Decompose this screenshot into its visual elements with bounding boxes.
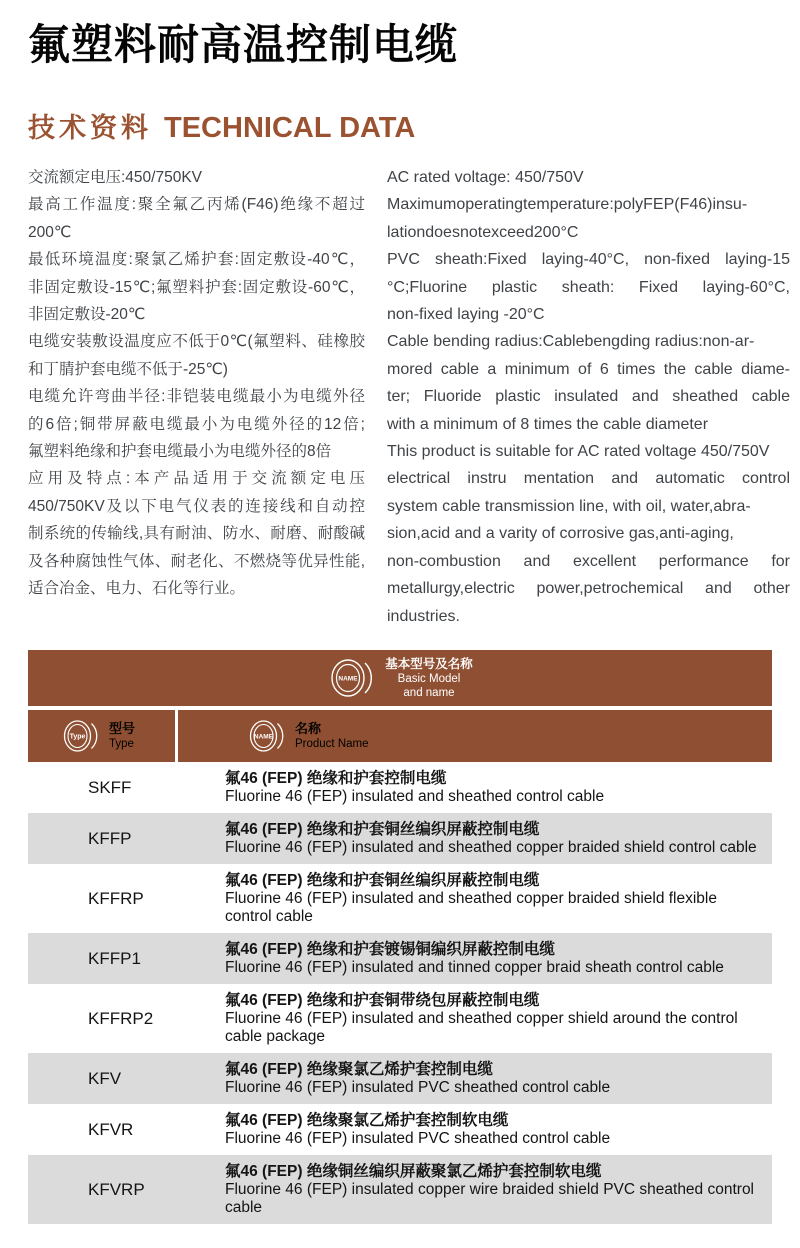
product-name-zh: 氟46 (FEP) 绝缘和护套镀锡铜编织屏蔽控制电缆 — [225, 941, 555, 958]
table-row — [28, 1053, 772, 1104]
model-cell: SKFF — [88, 777, 132, 797]
table-row — [28, 813, 772, 864]
page-title: 氟塑料耐高温控制电缆 — [28, 21, 459, 68]
tech-text-line-zh: 适合冶金、电力、石化等行业。 — [28, 580, 246, 598]
tech-text-line-en: non-combustion and excellent performance for — [387, 552, 790, 570]
model-cell: KFFRP — [88, 888, 144, 908]
section-heading-zh: 技术资料 — [28, 113, 152, 143]
tech-text-line-zh: 最高工作温度:聚全氟乙丙烯(F46)绝缘不超过 — [28, 196, 365, 214]
product-name-cell — [205, 871, 772, 926]
section-heading — [28, 106, 415, 145]
product-name-zh: 氟46 (FEP) 绝缘和护套铜带绕包屏蔽控制电缆 — [225, 992, 540, 1009]
tech-text-line-en: mored cable a minimum of 6 times the cable diame- — [387, 360, 790, 378]
table-row — [28, 1104, 772, 1155]
model-cell: KFFP — [88, 828, 132, 848]
table-title-zh: 基本型号及名称 — [385, 656, 473, 671]
column-header-name — [178, 710, 772, 762]
product-name-en: Fluorine 46 (FEP) insulated and sheathed copper braided shield control cable — [225, 839, 757, 856]
tech-text-line-zh: 电缆安装敷设温度应不低于0℃(氟塑料、硅橡胶 — [28, 333, 365, 351]
tech-text-line-zh: 应用及特点:本产品适用于交流额定电压 — [28, 470, 365, 488]
product-name-cell — [205, 940, 772, 977]
model-table-body — [28, 762, 772, 1224]
product-name-zh: 氟46 (FEP) 绝缘和护套控制电缆 — [225, 770, 447, 787]
product-name-zh: 氟46 (FEP) 绝缘聚氯乙烯护套控制电缆 — [225, 1061, 493, 1078]
table-row — [28, 933, 772, 984]
product-name-en: Fluorine 46 (FEP) insulated and sheathed copper shield around the control cable package — [225, 1010, 738, 1045]
tech-text-line-zh: 电缆允许弯曲半径:非铠装电缆最小为电缆外径 — [28, 388, 365, 406]
model-cell: KFV — [88, 1068, 122, 1088]
tech-text-line-en: This product is suitable for AC rated voltage 450/750V — [387, 443, 770, 461]
name-badge-icon — [327, 655, 375, 701]
tech-text-line-en: electrical instru mentation and automatic control — [387, 470, 790, 488]
tech-text-line-zh: 非固定敷设-15℃;氟塑料护套:固定敷设-60℃， — [28, 278, 365, 296]
column-header-name-en: Product Name — [295, 738, 369, 750]
tech-text-line-zh: 450/750KV及以下电气仪表的连接线和自动控 — [28, 497, 365, 515]
product-name-cell — [205, 1162, 772, 1217]
model-cell: KFVR — [88, 1119, 134, 1139]
product-name-cell — [205, 769, 772, 806]
product-name-cell — [205, 991, 772, 1046]
table-title-en2: and name — [403, 686, 455, 699]
section-heading-en: TECHNICAL DATA — [164, 112, 416, 144]
table-row — [28, 1155, 772, 1224]
svg-text:Type: Type — [69, 733, 86, 741]
tech-text-line-zh: 的6倍;铜带屏蔽电缆最小为电缆外径的12倍; — [28, 415, 365, 433]
table-row — [28, 762, 772, 813]
product-name-en: Fluorine 46 (FEP) insulated PVC sheathed control cable — [225, 1079, 611, 1096]
tech-text-line-en: ter; Fluoride plastic insulated and sheathed cable — [387, 388, 790, 406]
tech-text-line-zh: 及各种腐蚀性气体、耐老化、不燃烧等优异性能, — [28, 552, 365, 570]
tech-column-zh — [28, 164, 365, 630]
product-name-zh: 氟46 (FEP) 绝缘和护套铜丝编织屏蔽控制电缆 — [225, 872, 540, 889]
model-cell: KFVRP — [88, 1179, 145, 1199]
product-name-zh: 氟46 (FEP) 绝缘聚氯乙烯护套控制软电缆 — [225, 1112, 509, 1129]
tech-text-line-zh: 最低环境温度:聚氯乙烯护套:固定敷设-40℃， — [28, 251, 365, 269]
tech-text-line-en: PVC sheath:Fixed laying-40°C, non-fixed laying-15 — [387, 251, 790, 269]
product-name-zh: 氟46 (FEP) 绝缘和护套铜丝编织屏蔽控制电缆 — [225, 821, 540, 838]
technical-data-block — [28, 164, 790, 630]
tech-text-line-zh: 200℃ — [28, 223, 72, 241]
tech-text-line-en: system cable transmission line, with oil, water,abra- — [387, 497, 751, 515]
tech-text-line-zh: 氟塑料绝缘和护套电缆最小为电缆外径的8倍 — [28, 443, 332, 461]
column-header-type — [28, 710, 175, 762]
column-header-type-en: Type — [109, 738, 134, 750]
table-title-band — [28, 650, 772, 706]
tech-text-line-zh: 非固定敷设-20℃ — [28, 306, 146, 324]
table-title-en1: Basic Model — [397, 672, 461, 685]
model-cell: KFFRP2 — [88, 1008, 154, 1028]
tech-text-line-en: Maximumoperatingtemperature:polyFEP(F46)insu- — [387, 196, 748, 214]
product-name-cell — [205, 1111, 772, 1148]
product-name-en: Fluorine 46 (FEP) insulated and sheathed copper braided shield flexible control cable — [225, 890, 717, 925]
tech-text-line-zh: 制系统的传输线,具有耐油、防水、耐磨、耐酸碱 — [28, 525, 365, 543]
type-badge-icon — [60, 717, 100, 755]
tech-text-line-en: with a minimum of 8 times the cable diameter — [387, 415, 709, 433]
svg-text:NAME: NAME — [253, 733, 274, 741]
product-name-en: Fluorine 46 (FEP) insulated copper wire braided shield PVC sheathed control cable — [225, 1181, 755, 1216]
table-column-header-row — [28, 710, 772, 762]
product-name-en: Fluorine 46 (FEP) insulated and sheathed control cable — [225, 788, 605, 805]
table-row — [28, 864, 772, 933]
tech-text-line-en: °C;Fluorine plastic sheath: Fixed laying-60°C, — [387, 278, 790, 296]
product-name-zh: 氟46 (FEP) 绝缘铜丝编织屏蔽聚氯乙烯护套控制软电缆 — [225, 1163, 602, 1180]
product-name-cell — [205, 1060, 772, 1097]
tech-text-line-en: metallurgy,electric power,petrochemical and other — [387, 580, 790, 598]
column-header-type-label — [109, 721, 135, 751]
tech-text-line-en: lationdoesnotexceed200°C — [387, 223, 579, 241]
tech-text-line-en: non-fixed laying -20°C — [387, 306, 545, 324]
column-header-name-label — [295, 721, 369, 751]
table-title-text — [385, 657, 473, 700]
model-cell: KFFP1 — [88, 948, 141, 968]
svg-text:NAME: NAME — [338, 675, 358, 683]
column-header-type-zh: 型号 — [109, 721, 136, 736]
model-table — [28, 650, 772, 1224]
tech-text-line-zh: 和丁腈护套电缆不低于-25℃) — [28, 360, 228, 378]
name-column-badge-icon — [246, 717, 286, 755]
product-name-en: Fluorine 46 (FEP) insulated and tinned copper braid sheath control cable — [225, 959, 724, 976]
product-name-cell — [205, 820, 772, 857]
tech-text-line-en: Cable bending radius:Cablebengding radius:non-ar- — [387, 333, 755, 351]
product-name-en: Fluorine 46 (FEP) insulated PVC sheathed control cable — [225, 1130, 611, 1147]
tech-column-en — [387, 164, 790, 630]
table-row — [28, 984, 772, 1053]
tech-text-line-en: industries. — [387, 607, 460, 625]
tech-text-line-en: AC rated voltage: 450/750V — [387, 169, 584, 186]
tech-text-line-en: sion,acid and a varity of corrosive gas,anti-aging, — [387, 525, 734, 543]
column-header-name-zh: 名称 — [295, 721, 322, 736]
tech-text-line-zh: 交流额定电压:450/750KV — [28, 169, 203, 186]
